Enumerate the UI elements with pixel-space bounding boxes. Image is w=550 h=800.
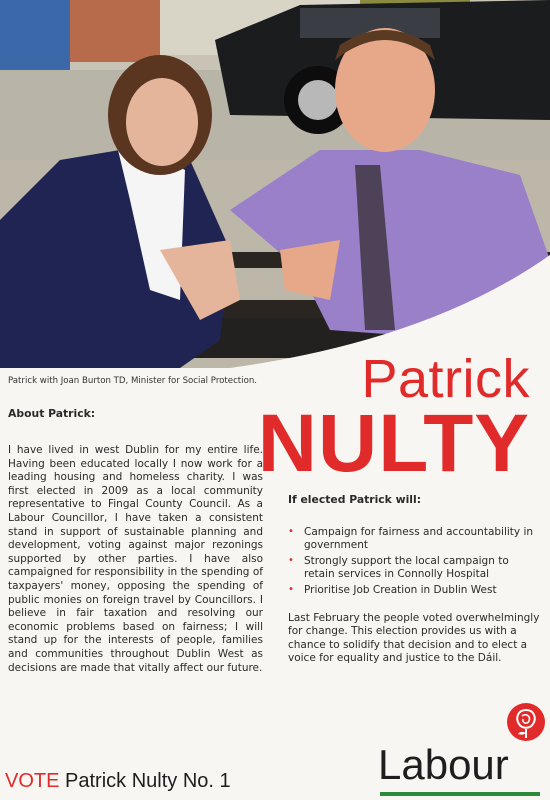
pledge-text: Strongly support the local campaign to retain services in Connolly Hospital bbox=[304, 555, 509, 580]
about-body: I have lived in west Dublin for my entire life. Having been educated locally I now work for a leading housing and homeless charity. I was first elected in 2009 as a local community representative to Fingal County Council. As a Labour Councillor, I have taken a consistent stand in support of sustainable planning and development, voting against major rezonings supported by other parties. I have also campaigned for responsibility in the spending of taxpayers' money, opposing the spending of public monies on foreign travel by Councillors. I believe in fair taxation and resolving our economic problems based on fairness; I will stand up for the interests of people, families and communities throughout Dublin West as decisions are made that vitally affect our future. bbox=[8, 444, 263, 674]
photo-caption: Patrick with Joan Burton TD, Minister for Social Protection. bbox=[8, 376, 258, 386]
blue-shutter bbox=[0, 0, 70, 70]
candidate-name bbox=[257, 349, 530, 489]
campaign-photo bbox=[0, 0, 550, 368]
pledge-item bbox=[288, 555, 540, 580]
pledge-item bbox=[288, 584, 540, 597]
photo-illustration bbox=[0, 0, 550, 368]
about-section bbox=[8, 407, 263, 675]
pledges-section bbox=[288, 493, 540, 666]
bullet-icon: • bbox=[288, 555, 294, 566]
vote-slogan bbox=[5, 770, 231, 793]
candidate-last-name: NULTY bbox=[257, 398, 530, 489]
rose-icon bbox=[506, 702, 546, 742]
closing-paragraph: Last February the people voted overwhelmingly for change. This election provides us with a chance to solidify that decision and to elect a voice for equality and justice to the Dáil. bbox=[288, 611, 540, 665]
pledge-item bbox=[288, 526, 540, 551]
vote-text: Patrick Nulty No. 1 bbox=[65, 770, 231, 792]
bullet-icon: • bbox=[288, 584, 294, 595]
labour-logo bbox=[376, 700, 548, 800]
brick-wall bbox=[70, 0, 160, 62]
labour-underline bbox=[380, 792, 540, 796]
bullet-icon: • bbox=[288, 526, 294, 537]
pledge-text: Prioritise Job Creation in Dublin West bbox=[304, 584, 497, 596]
labour-wordmark: Labour bbox=[378, 741, 509, 788]
candidate-first-name: Patrick bbox=[361, 349, 530, 409]
about-heading: About Patrick: bbox=[8, 407, 96, 420]
pledge-text: Campaign for fairness and accountability in government bbox=[304, 526, 534, 551]
pledge-list bbox=[288, 526, 540, 597]
pledges-heading: If elected Patrick will: bbox=[288, 493, 422, 506]
vote-prefix: VOTE bbox=[5, 770, 60, 792]
